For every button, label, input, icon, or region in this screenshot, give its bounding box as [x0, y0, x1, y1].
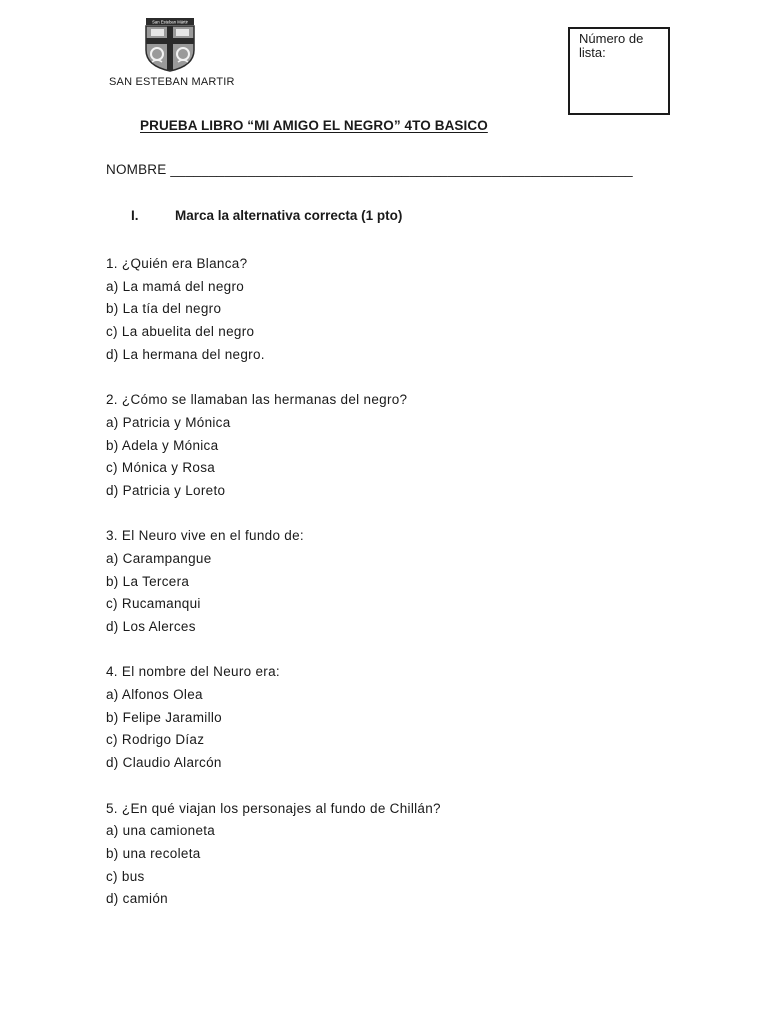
question-3: [106, 525, 441, 638]
answer-option: d) La hermana del negro.: [106, 346, 265, 362]
answer-option: d) Claudio Alarcón: [106, 755, 222, 771]
school-crest-logo: [142, 16, 198, 72]
answer-option: a) Alfonos Olea: [106, 687, 203, 703]
answer-option: b) La Tercera: [106, 573, 190, 589]
answer-option: b) una recoleta: [106, 845, 201, 861]
answer-option: a) La mamá del negro: [106, 278, 245, 294]
question-list: [106, 253, 441, 934]
answer-option: c) Rodrigo Díaz: [106, 732, 205, 748]
question-prompt: 1. ¿Quién era Blanca?: [106, 256, 248, 271]
question-2: [106, 389, 441, 502]
section-instruction: Marca la alternativa correcta (1 pto): [175, 208, 403, 223]
school-name: SAN ESTEBAN MARTIR: [109, 76, 235, 88]
answer-option: c) La abuelita del negro: [106, 324, 255, 340]
answer-option: a) una camioneta: [106, 823, 216, 839]
answer-option: b) La tía del negro: [106, 301, 222, 317]
section-heading: [131, 208, 402, 223]
question-prompt: 3. El Neuro vive en el fundo de:: [106, 528, 304, 544]
answer-option: a) Carampangue: [106, 550, 212, 566]
answer-option: c) Rucamanqui: [106, 596, 201, 612]
question-prompt: 2. ¿Cómo se llamaban las hermanas del negro?: [106, 392, 408, 408]
svg-text:San Esteban Mártir: San Esteban Mártir: [152, 19, 188, 25]
section-number: I.: [131, 208, 139, 223]
answer-option: d) Patricia y Loreto: [106, 482, 226, 498]
question-1: [106, 253, 441, 366]
question-4: [106, 661, 441, 774]
question-prompt: 4. El nombre del Neuro era:: [106, 664, 280, 680]
student-name-field: NOMBRE ____________________________________________________________: [106, 162, 633, 177]
list-number-label: Número de lista:: [579, 31, 644, 60]
answer-option: b) Felipe Jaramillo: [106, 709, 222, 725]
page-title: PRUEBA LIBRO “MI AMIGO EL NEGRO” 4TO BASICO: [140, 118, 488, 133]
answer-option: c) bus: [106, 868, 145, 884]
question-prompt: 5. ¿En qué viajan los personajes al fundo de Chillán?: [106, 800, 441, 816]
question-5: [106, 798, 441, 911]
list-number-box: [568, 27, 670, 115]
answer-option: c) Mónica y Rosa: [106, 460, 216, 476]
answer-option: d) Los Alerces: [106, 619, 196, 634]
answer-option: b) Adela y Mónica: [106, 437, 219, 453]
answer-option: d) camión: [106, 891, 168, 907]
answer-option: a) Patricia y Mónica: [106, 414, 231, 430]
